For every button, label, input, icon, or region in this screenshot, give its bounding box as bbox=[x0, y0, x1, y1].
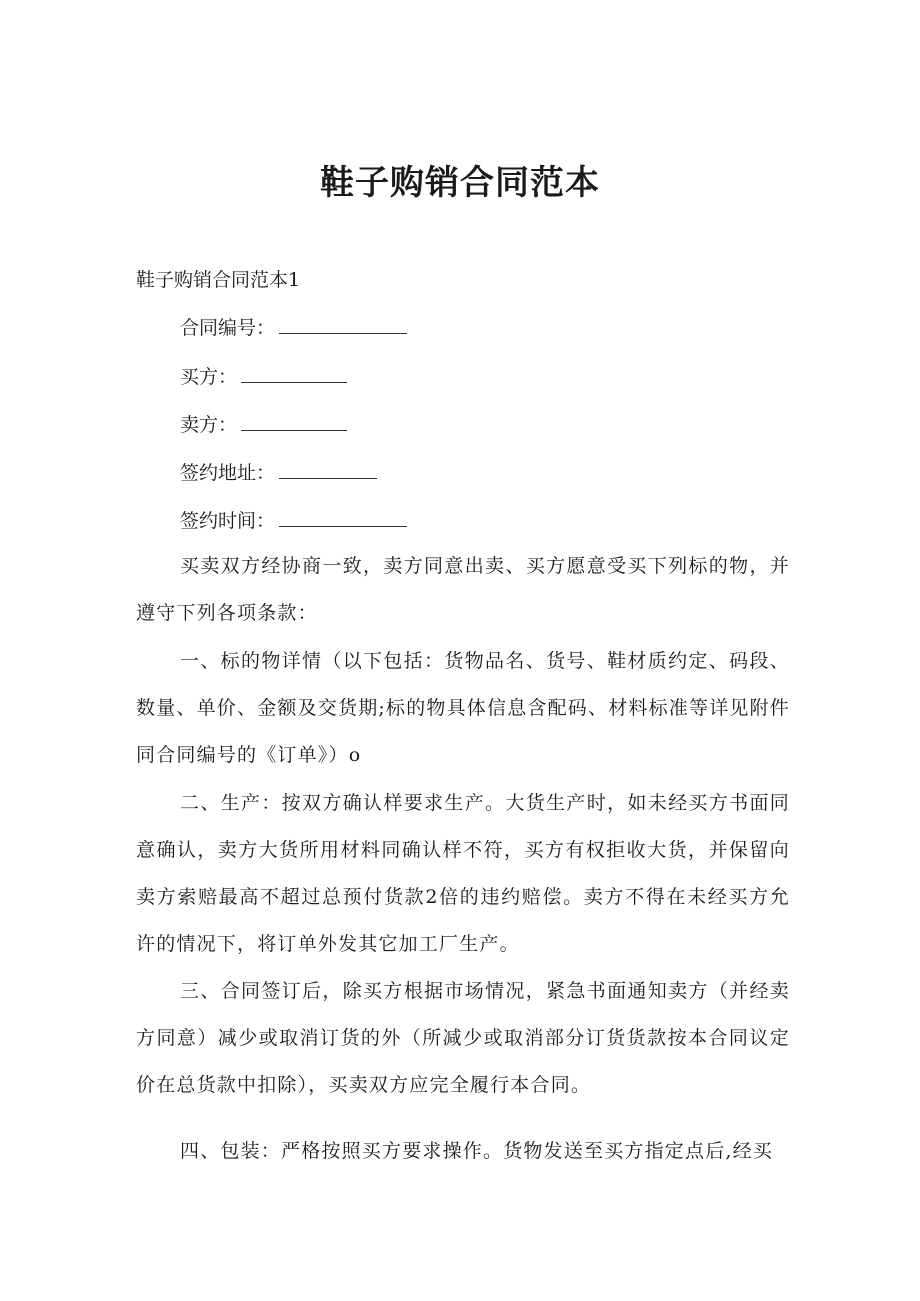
paragraph-clause-1: 一、标的物详情（以下包括：货物品名、货号、鞋材质约定、码段、数量、单价、金额及交货期;标的物具体信息含配码、材料标准等详见附件同合同编号的《订单》）o bbox=[136, 650, 791, 766]
field-label: 卖方： bbox=[180, 414, 238, 436]
field-seller bbox=[180, 410, 347, 439]
field-blank-line bbox=[279, 506, 407, 527]
field-label: 合同编号： bbox=[180, 317, 276, 339]
paragraph-intro: 买卖双方经协商一致，卖方同意出卖、买方愿意受买下列标的物，并遵守下列各项条款： bbox=[136, 555, 790, 624]
field-signing-time bbox=[180, 506, 407, 535]
document-title: 鞋子购销合同范本 bbox=[320, 163, 600, 203]
paragraph-clause-4: 四、包装：严格按照买方要求操作。货物发送至买方指定点后,经买 bbox=[180, 1140, 774, 1162]
document-subtitle: 鞋子购销合同范本1 bbox=[136, 269, 301, 291]
field-blank-line bbox=[279, 313, 407, 334]
field-contract-number bbox=[180, 313, 407, 342]
field-blank-line bbox=[241, 410, 347, 431]
paragraph-clause-2: 二、生产：按双方确认样要求生产。大货生产时，如未经买方书面同意确认，卖方大货所用材料同确认样不符，买方有权拒收大货，并保留向卖方索赔最高不超过总预付货款2倍的违约赔偿。卖方不得在未经买方允许的情况下，将订单外发其它加工厂生产。 bbox=[136, 792, 790, 955]
field-blank-line bbox=[279, 458, 377, 479]
field-blank-line bbox=[241, 362, 347, 383]
field-label: 买方： bbox=[180, 366, 238, 388]
paragraph-clause-3: 三、合同签订后，除买方根据市场情况，紧急书面通知卖方（并经卖方同意）减少或取消订货的外（所减少或取消部分订货货款按本合同议定价在总货款中扣除），买卖双方应完全履行本合同。 bbox=[136, 980, 790, 1096]
field-label: 签约时间： bbox=[180, 510, 276, 532]
field-buyer bbox=[180, 362, 347, 391]
field-signing-address bbox=[180, 458, 377, 487]
field-label: 签约地址： bbox=[180, 462, 276, 484]
